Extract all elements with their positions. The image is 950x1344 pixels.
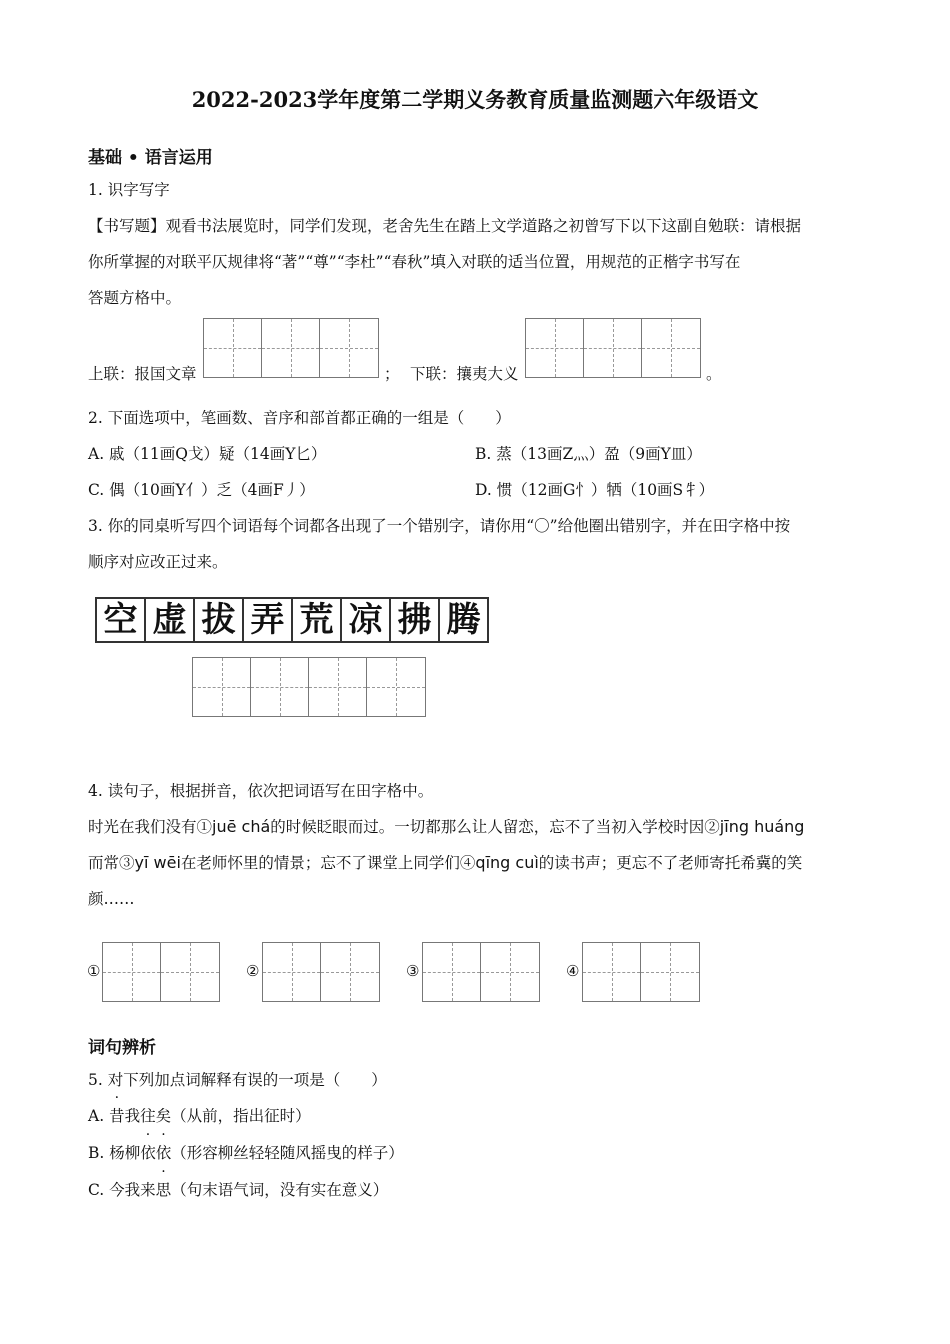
- q3-char[interactable]: 拔: [193, 597, 244, 643]
- q5-option-c[interactable]: C. 今我来思（句末语气词，没有实在意义）: [88, 1178, 388, 1200]
- q2-option-b[interactable]: B. 蒸（13画Z灬）盈（9画Y皿）: [475, 445, 702, 463]
- q3-char[interactable]: 空: [95, 597, 146, 643]
- q4-answer-label-2: ②: [246, 962, 260, 980]
- q1-end-mark: 。: [706, 365, 722, 383]
- pinyin-3: yī wēi: [134, 853, 181, 872]
- section-heading-basics: 基础 • 语言运用: [88, 148, 213, 168]
- q3-handwriting-image: [95, 597, 487, 643]
- q4-answer-grid-3[interactable]: [422, 942, 540, 1002]
- dotted-char: 依: [155, 1144, 172, 1162]
- section-heading-word-analysis: 词句辨析: [88, 1038, 156, 1058]
- q4-answer-label-3: ③: [406, 962, 420, 980]
- q4-sentence-line-3: 颜……: [88, 890, 135, 908]
- pinyin-2: jīng huáng: [719, 817, 805, 836]
- q1-separator: ；: [384, 365, 400, 383]
- q5-heading: 5. 对下列加点词解释有误的一项是（ ）: [88, 1071, 387, 1089]
- q4-answer-grid-1[interactable]: [102, 942, 220, 1002]
- pinyin-1: juē chá: [212, 817, 271, 836]
- q2-option-a[interactable]: A. 戚（11画Q戈）疑（14画Y匕）: [88, 445, 327, 463]
- q3-char[interactable]: 拂: [389, 597, 440, 643]
- pinyin-4: qīng cuì: [475, 853, 539, 872]
- dotted-char: 昔: [109, 1107, 125, 1125]
- page-title: 2022-2023学年度第二学期义务教育质量监测题六年级语文: [191, 87, 759, 112]
- q2-option-d[interactable]: D. 惯（12画G忄）牺（10画S牜）: [475, 481, 715, 499]
- q2-heading: 2. 下面选项中，笔画数、音序和部首都正确的一组是（ ）: [88, 409, 511, 427]
- q4-answer-label-4: ④: [566, 962, 580, 980]
- q1-lower-couplet: 下联：攘夷大义: [410, 365, 519, 383]
- q3-answer-grid[interactable]: [192, 657, 426, 717]
- q5-option-b[interactable]: B. 杨柳依依（形容柳丝轻轻随风摇曳的样子）: [88, 1141, 404, 1163]
- q3-char[interactable]: 弄: [242, 597, 293, 643]
- q4-answer-label-1: ①: [87, 962, 101, 980]
- q1-lower-answer-grid[interactable]: [525, 318, 701, 378]
- q1-upper-answer-grid[interactable]: [203, 318, 379, 378]
- q1-upper-couplet: 上联：报国文章: [88, 365, 197, 383]
- q4-answer-grid-2[interactable]: [262, 942, 380, 1002]
- q1-text-line-1: 【书写题】观看书法展览时，同学们发现，老舍先生在踏上文学道路之初曾写下以下这副自勉联：请根据: [88, 217, 802, 235]
- dotted-char: 思: [155, 1181, 172, 1199]
- q4-sentence-line-2: 而常③yī wēi在老师怀里的情景；忘不了课堂上同学们④qīng cuì的读书声；更忘不了老师寄托希冀的笑: [88, 853, 803, 872]
- q3-char[interactable]: 凉: [340, 597, 391, 643]
- q2-option-c[interactable]: C. 偶（10画Y亻）乏（4画F丿）: [88, 481, 315, 499]
- q4-sentence-line-1: 时光在我们没有①juē chá的时候眨眼而过。一切都那么让人留恋，忘不了当初入学校时因②jīng huáng: [88, 817, 805, 836]
- q4-heading: 4. 读句子，根据拼音，依次把词语写在田字格中。: [88, 782, 434, 800]
- q3-char[interactable]: 荒: [291, 597, 342, 643]
- q3-char[interactable]: 虚: [144, 597, 195, 643]
- q3-text-line-1: 3. 你的同桌听写四个词语每个词都各出现了一个错别字，请你用“〇”给他圈出错别字，并在田字格中按: [88, 517, 791, 535]
- dotted-char: 依: [140, 1144, 156, 1162]
- q1-heading: 1. 识字写字: [88, 181, 170, 199]
- q3-text-line-2: 顺序对应改正过来。: [88, 553, 228, 571]
- q3-char[interactable]: 腾: [438, 597, 489, 643]
- q5-option-a[interactable]: A. 昔我往矣（从前，指出征时）: [88, 1104, 311, 1126]
- q1-text-line-3: 答题方格中。: [88, 289, 182, 307]
- q4-answer-grid-4[interactable]: [582, 942, 700, 1002]
- q1-text-line-2: 你所掌握的对联平仄规律将“著”“尊”“李杜”“春秋”填入对联的适当位置，用规范的正楷字书写在: [88, 253, 741, 271]
